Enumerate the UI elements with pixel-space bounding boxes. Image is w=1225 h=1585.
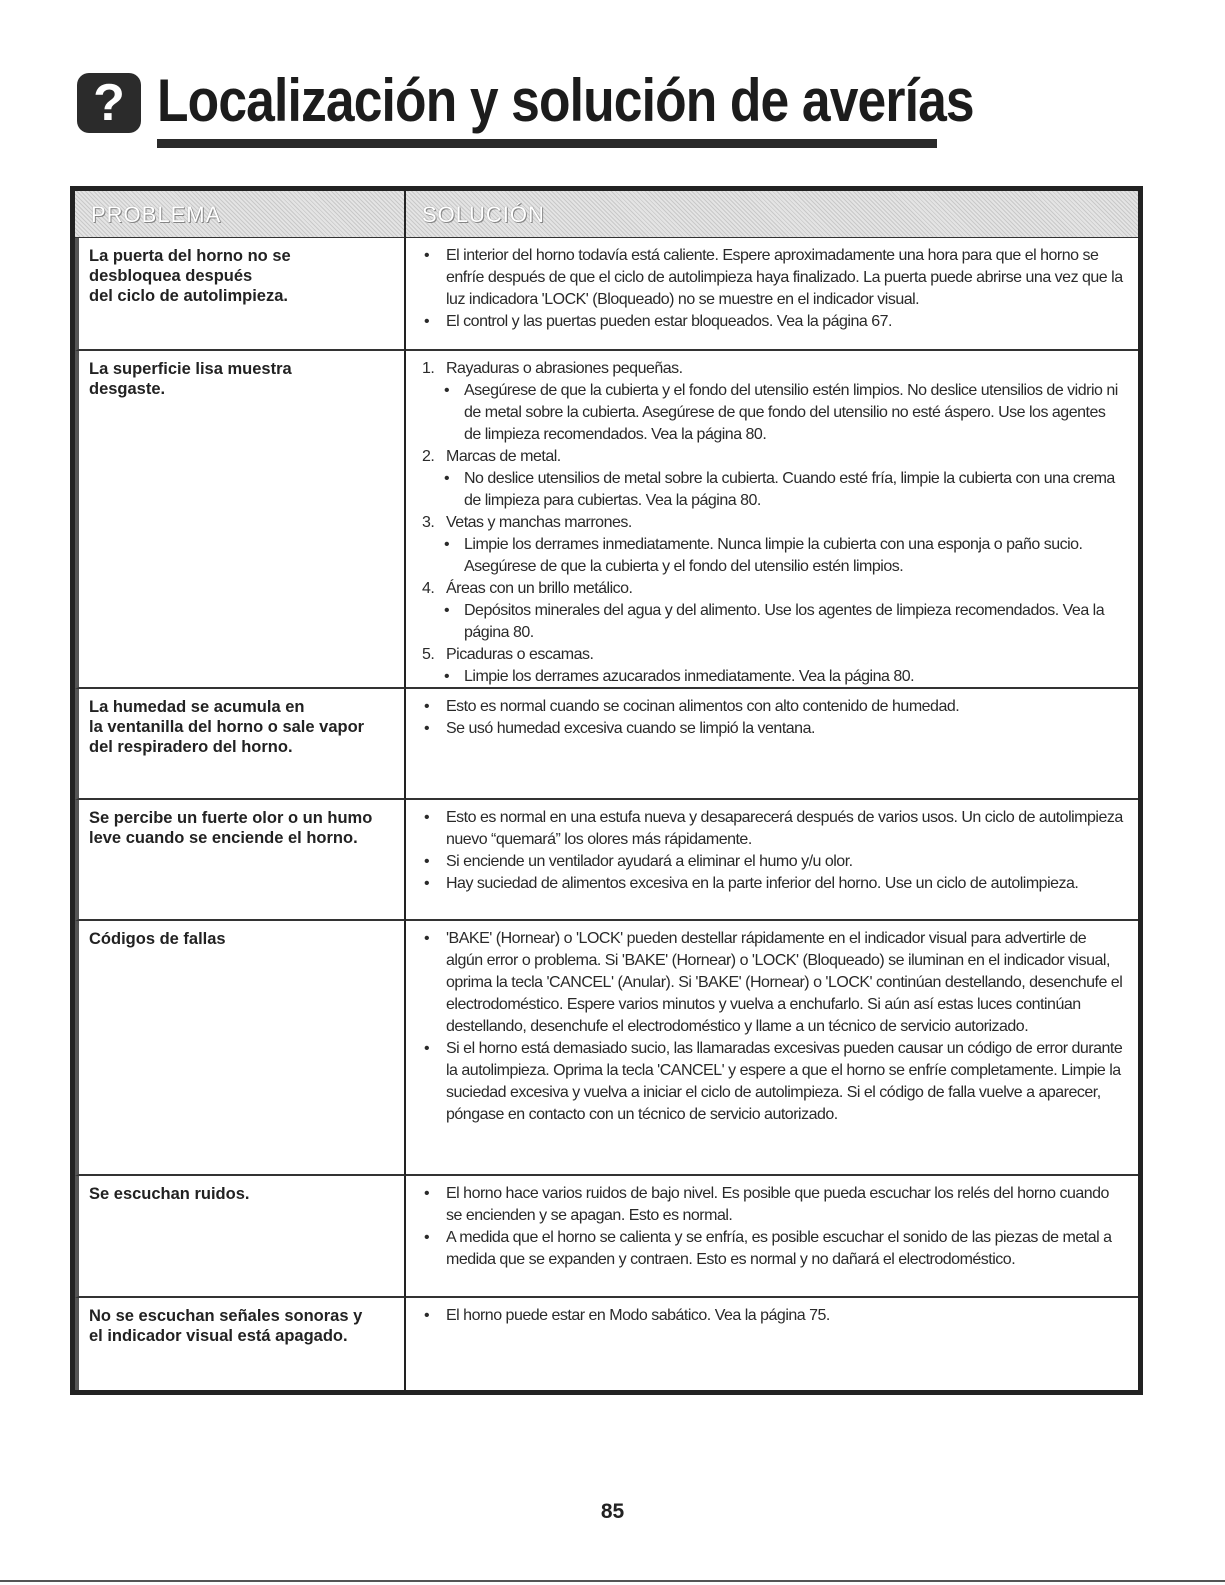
troubleshooting-table [70,186,1143,1395]
problem-line: la ventanilla del horno o sale vapor [89,718,365,736]
title-underline [157,139,937,148]
page-number: 85 [600,1500,625,1523]
solution-cell [406,1298,1138,1390]
numbered-item [418,512,1124,534]
problem-line: La puerta del horno no se [89,247,291,265]
item-number: 1. [422,360,435,377]
sub-bullet-item: • Limpie los derrames inmediatamente. Nunca limpie la cubierta con una esponja o paño sucio. Asegúrese de que la cubierta y el fondo del utensilio estén limpios. [418,534,1124,578]
problem-cell [75,689,406,800]
item-text: Rayaduras o abrasiones pequeñas. [446,360,683,377]
item-number: 5. [422,646,435,663]
solution-cell [406,1176,1138,1298]
problem-line: desbloquea después [89,267,253,285]
problem-line: Se percibe un fuerte olor o un humo [89,809,373,827]
bullet-item: • El control y las puertas pueden estar bloqueados. Vea la página 67. [418,311,1124,333]
item-text: Áreas con un brillo metálico. [446,580,633,597]
problem-line: del respiradero del horno. [89,738,293,756]
numbered-item [418,358,1124,380]
bullet-item: • Si el horno está demasiado sucio, las llamaradas excesivas pueden causar un código de error durante la autolimpieza. Oprima la tecla 'CANCEL' y espere a que el horno se enfríe completamente. Limpie la suciedad excesiva y vuelva a iniciar el ciclo de autolimpieza. Si el código de falla vuelve a aparecer, póngase en contacto con un técnico de servicio autorizado. [418,1038,1124,1126]
item-text: Picaduras o escamas. [446,646,594,663]
problem-line: desgaste. [89,380,166,398]
bullet-item: • Esto es normal en una estufa nueva y desaparecerá después de varios usos. Un ciclo de autolimpieza nuevo “quemará” los olores más rápidamente. [418,807,1124,851]
bullet-item: • Hay suciedad de alimentos excesiva en la parte inferior del horno. Use un ciclo de autolimpieza. [418,873,1124,895]
item-text: Vetas y manchas marrones. [446,514,632,531]
problem-cell [75,1176,406,1298]
page-header [77,48,974,148]
problem-line: del ciclo de autolimpieza. [89,287,288,305]
problem-line: La humedad se acumula en [89,698,305,716]
numbered-item [418,644,1124,666]
bullet-item: • El horno puede estar en Modo sabático. Vea la página 75. [418,1305,1124,1327]
bullet-item: • El horno hace varios ruidos de bajo nivel. Es posible que pueda escuchar los relés del horno cuando se encienden y se apagan. Esto es normal. [418,1183,1124,1227]
problem-line: Códigos de fallas [89,930,226,948]
bullet-item: • Si enciende un ventilador ayudará a eliminar el humo y/u olor. [418,851,1124,873]
problem-cell [75,238,406,351]
bullet-item: • A medida que el horno se calienta y se enfría, es posible escuchar el sonido de las piezas de metal a medida que se expanden y contraen. Esto es normal y no dañará el electrodoméstico. [418,1227,1124,1271]
problem-line: La superficie lisa muestra [89,360,292,378]
question-mark-icon: ? [77,73,141,133]
solution-cell [406,921,1138,1176]
sub-bullet-item: • Asegúrese de que la cubierta y el fondo del utensilio estén limpios. No deslice utensilios de vidrio ni de metal sobre la cubierta. Asegúrese de que fondo del utensilio no esté áspero. Use los agentes de limpieza recomendados. Vea la página 80. [418,380,1124,446]
solution-cell [406,238,1138,351]
solution-column-header: SOLUCIÓN [406,191,1138,238]
problem-cell [75,1298,406,1390]
problem-cell [75,800,406,921]
item-number: 3. [422,514,435,531]
problem-line: leve cuando se enciende el horno. [89,829,358,847]
problem-line: Se escuchan ruidos. [89,1185,250,1203]
item-number: 2. [422,448,435,465]
item-number: 4. [422,580,435,597]
bullet-item: • Se usó humedad excesiva cuando se limpió la ventana. [418,718,1124,740]
bottom-divider [0,1580,1225,1582]
solution-cell [406,351,1138,689]
problem-column-header: PROBLEMA [75,191,406,238]
problem-line: el indicador visual está apagado. [89,1327,348,1345]
bullet-item: • Esto es normal cuando se cocinan alimentos con alto contenido de humedad. [418,696,1124,718]
sub-bullet-item: • No deslice utensilios de metal sobre la cubierta. Cuando esté fría, limpie la cubierta con una crema de limpieza para cubiertas. Vea la página 80. [418,468,1124,512]
solution-cell [406,689,1138,800]
problem-line: No se escuchan señales sonoras y [89,1307,363,1325]
solution-cell [406,800,1138,921]
problem-cell [75,921,406,1176]
item-text: Marcas de metal. [446,448,561,465]
bullet-item: • El interior del horno todavía está caliente. Espere aproximadamente una hora para que el horno se enfríe después de que el ciclo de autolimpieza haya finalizado. La puerta puede abrirse una vez que la luz indicadora 'LOCK' (Bloqueado) no se muestre en el indicador visual. [418,245,1124,311]
sub-bullet-item: • Limpie los derrames azucarados inmediatamente. Vea la página 80. [418,666,1124,688]
numbered-item [418,578,1124,600]
bullet-item: • 'BAKE' (Hornear) o 'LOCK' pueden destellar rápidamente en el indicador visual para advertirle de algún error o problema. Si 'BAKE' (Hornear) o 'LOCK' (Bloqueado) se iluminan en el indicador visual, oprima la tecla 'CANCEL' (Anular). Si 'BAKE' (Hornear) o 'LOCK' continúan destellando, desenchufe el electrodoméstico. Espere varios minutos y vuelva a enchufarlo. Si aún así estas luces continúan destellando, desenchufe el electrodoméstico y llame a un técnico de servicio autorizado. [418,928,1124,1038]
numbered-item [418,446,1124,468]
sub-bullet-item: • Depósitos minerales del agua y del alimento. Use los agentes de limpieza recomendados. Vea la página 80. [418,600,1124,644]
page-title: Localización y solución de averías [157,67,974,134]
problem-cell [75,351,406,689]
